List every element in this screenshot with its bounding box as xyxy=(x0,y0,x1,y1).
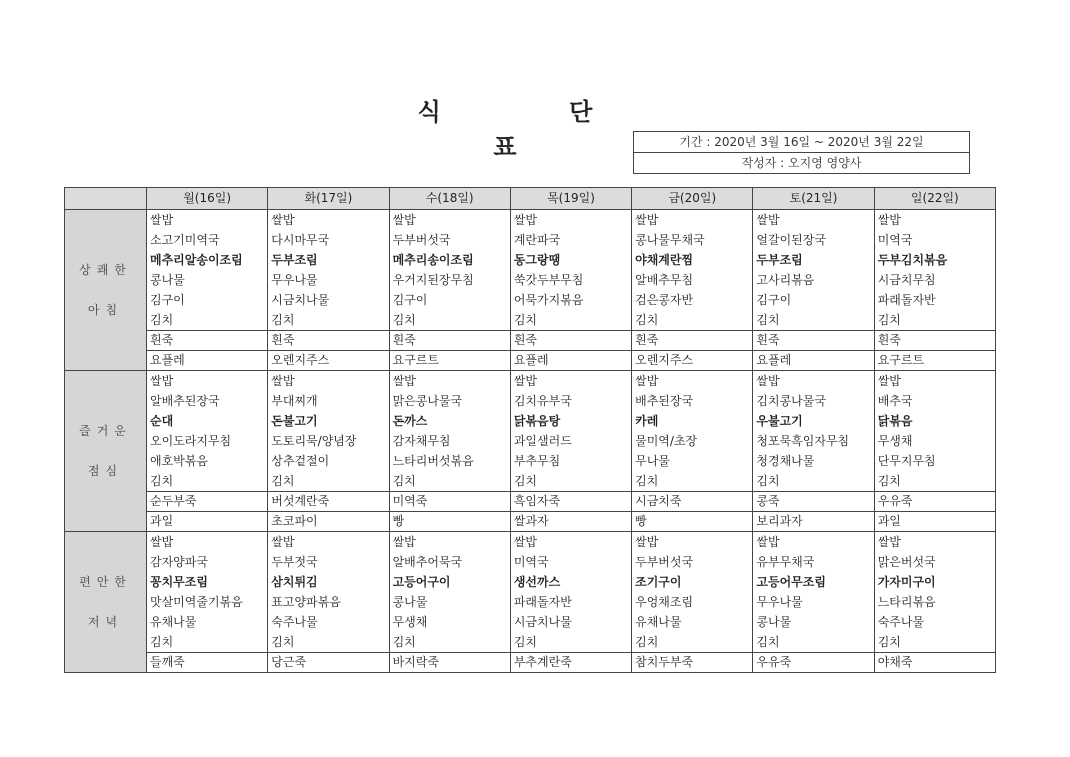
menu-item: 쌀밥 xyxy=(635,213,659,227)
extra-item: 우유죽 xyxy=(874,492,995,512)
menu-item: 쌀밥 xyxy=(756,374,780,388)
extra-item: 흰죽 xyxy=(389,331,510,351)
menu-cell xyxy=(389,532,510,653)
menu-item: 김치 xyxy=(877,313,901,327)
menu-item: 쌀밥 xyxy=(271,374,295,388)
extra-item: 오렌지주스 xyxy=(632,351,753,371)
extra-item: 빵 xyxy=(632,512,753,532)
menu-item: 쌀밥 xyxy=(150,213,174,227)
menu-item: 쌀밥 xyxy=(756,535,780,549)
extra-item: 보리과자 xyxy=(753,512,874,532)
extra-item: 오렌지주스 xyxy=(268,351,389,371)
menu-item: 무우나물 xyxy=(271,273,318,287)
menu-item: 맑은버섯국 xyxy=(877,555,936,569)
main-dish: 삼치튀김 xyxy=(271,575,318,589)
menu-item: 김치 xyxy=(271,635,295,649)
day-header: 화(17일) xyxy=(268,188,389,210)
extra-item: 버섯계란죽 xyxy=(268,492,389,512)
header-row xyxy=(65,188,996,210)
menu-item: 쌀밥 xyxy=(635,535,659,549)
meal-label-line: 저녁 xyxy=(87,615,124,629)
main-dish: 카레 xyxy=(635,414,659,428)
main-dish: 고등어무조림 xyxy=(756,575,826,589)
extra-item: 요구르트 xyxy=(874,351,995,371)
meal-extra-row xyxy=(65,331,996,351)
menu-item: 무우나물 xyxy=(756,595,803,609)
menu-item: 숙주나물 xyxy=(877,615,925,629)
main-dish: 야채계란찜 xyxy=(635,253,694,267)
menu-item: 무생채 xyxy=(877,434,913,448)
extra-item: 요구르트 xyxy=(389,351,510,371)
main-dish: 돈까스 xyxy=(392,414,428,428)
menu-item: 맑은콩나물국 xyxy=(392,394,463,408)
main-dish: 우불고기 xyxy=(756,414,803,428)
menu-cell xyxy=(510,210,631,331)
menu-item: 맛살미역줄기볶음 xyxy=(150,595,243,609)
meal-extra-row xyxy=(65,492,996,512)
menu-item: 무나물 xyxy=(635,454,670,468)
menu-item: 김치 xyxy=(756,474,780,488)
menu-item: 쌀밥 xyxy=(513,374,538,388)
menu-item: 감자채무침 xyxy=(392,434,451,448)
menu-item: 얼갈이된장국 xyxy=(756,233,826,247)
menu-cell xyxy=(632,371,753,492)
main-dish: 닭볶음 xyxy=(877,414,913,428)
meal-main-row xyxy=(65,371,996,492)
meal-label xyxy=(65,371,147,532)
menu-item: 김치 xyxy=(513,474,538,488)
main-dish: 두부조림 xyxy=(756,253,803,267)
extra-item: 초코파이 xyxy=(268,512,389,532)
menu-item: 단무지무침 xyxy=(877,454,936,468)
meal-label xyxy=(65,210,147,371)
menu-item: 쌀밥 xyxy=(635,374,659,388)
extra-item: 흰죽 xyxy=(510,331,631,351)
menu-cell xyxy=(147,210,268,331)
extra-item: 순두부죽 xyxy=(147,492,268,512)
extra-item: 당근죽 xyxy=(268,653,389,673)
menu-cell xyxy=(510,371,631,492)
menu-item: 쌀밥 xyxy=(271,213,295,227)
meal-label-line: 즐거운 xyxy=(79,424,132,438)
menu-item: 김구이 xyxy=(392,293,428,307)
menu-item: 콩나물 xyxy=(392,595,428,609)
meal-main-row xyxy=(65,532,996,653)
day-header: 토(21일) xyxy=(753,188,874,210)
menu-item: 콩나물무채국 xyxy=(635,233,705,247)
main-dish: 두부김치볶음 xyxy=(877,253,948,267)
extra-item: 바지락죽 xyxy=(389,653,510,673)
menu-item: 두부버섯국 xyxy=(392,233,451,247)
menu-item: 쌀밥 xyxy=(877,213,901,227)
meal-label-line: 점심 xyxy=(87,464,124,478)
menu-item: 표고양파볶음 xyxy=(271,595,341,609)
day-header: 금(20일) xyxy=(632,188,753,210)
menu-item: 쌀밥 xyxy=(150,374,174,388)
menu-item: 청포묵흑임자무침 xyxy=(756,434,850,448)
menu-item: 애호박볶음 xyxy=(150,454,208,468)
main-dish: 메추리알송이조림 xyxy=(150,253,243,267)
menu-item: 시금치나물 xyxy=(271,293,330,307)
menu-item: 물미역/초장 xyxy=(635,434,698,448)
menu-item: 부추무침 xyxy=(513,454,561,468)
menu-cell xyxy=(874,210,995,331)
menu-item: 느타리버섯볶음 xyxy=(392,454,474,468)
meal-label-line: 아침 xyxy=(87,303,124,317)
menu-cell xyxy=(147,532,268,653)
menu-item: 알배추된장국 xyxy=(150,394,220,408)
extra-item: 요플레 xyxy=(510,351,631,371)
main-dish: 닭볶음탕 xyxy=(513,414,561,428)
menu-cell xyxy=(389,210,510,331)
menu-item: 다시마무국 xyxy=(271,233,330,247)
menu-item: 김구이 xyxy=(756,293,792,307)
menu-item: 콩나물 xyxy=(756,615,792,629)
extra-item: 콩죽 xyxy=(753,492,874,512)
menu-item: 파래돌자반 xyxy=(877,293,936,307)
menu-item: 김치 xyxy=(877,635,901,649)
menu-item: 김치 xyxy=(877,474,901,488)
menu-item: 청경채나물 xyxy=(756,454,815,468)
menu-item: 미역국 xyxy=(513,555,549,569)
corner-cell xyxy=(65,188,147,210)
extra-item: 흰죽 xyxy=(874,331,995,351)
meal-extra-row xyxy=(65,653,996,673)
main-dish: 가자미구이 xyxy=(877,575,936,589)
menu-item: 배추국 xyxy=(877,394,913,408)
menu-item: 쌀밥 xyxy=(392,374,416,388)
menu-item: 콩나물 xyxy=(150,273,185,287)
menu-item: 유채나물 xyxy=(150,615,197,629)
menu-item: 김치 xyxy=(513,635,538,649)
day-header: 일(22일) xyxy=(874,188,995,210)
extra-item: 쌀과자 xyxy=(510,512,631,532)
menu-item: 쌀밥 xyxy=(756,213,780,227)
meal-extra-row xyxy=(65,351,996,371)
menu-item: 김치 xyxy=(150,635,174,649)
author-text: 작성자 : 오지영 영양사 xyxy=(634,152,969,173)
main-dish: 순대 xyxy=(150,414,174,428)
extra-item: 야채죽 xyxy=(874,653,995,673)
day-header: 월(16일) xyxy=(147,188,268,210)
day-header: 목(19일) xyxy=(510,188,631,210)
period-text: 기간 : 2020년 3월 16일 ~ 2020년 3월 22일 xyxy=(679,135,924,149)
menu-cell xyxy=(753,210,874,331)
menu-cell xyxy=(389,371,510,492)
menu-item: 감자양파국 xyxy=(150,555,208,569)
menu-item: 두부버섯국 xyxy=(635,555,694,569)
extra-item: 시금치죽 xyxy=(632,492,753,512)
main-dish: 메추리송이조림 xyxy=(392,253,474,267)
menu-item: 김치 xyxy=(150,474,174,488)
menu-item: 알배추어묵국 xyxy=(392,555,463,569)
meal-table xyxy=(64,187,996,673)
menu-item: 두부젓국 xyxy=(271,555,318,569)
menu-item: 김치콩나물국 xyxy=(756,394,826,408)
extra-item: 과일 xyxy=(147,512,268,532)
extra-item: 흰죽 xyxy=(632,331,753,351)
menu-item: 김치 xyxy=(392,313,416,327)
menu-cell xyxy=(753,532,874,653)
main-dish: 두부조림 xyxy=(271,253,318,267)
menu-item: 김치 xyxy=(271,474,295,488)
menu-item: 부대찌개 xyxy=(271,394,318,408)
extra-item: 요플레 xyxy=(147,351,268,371)
main-dish: 조기구이 xyxy=(635,575,682,589)
menu-cell xyxy=(268,532,389,653)
extra-item: 미역죽 xyxy=(389,492,510,512)
extra-item: 우유죽 xyxy=(753,653,874,673)
menu-item: 계란파국 xyxy=(513,233,561,247)
menu-item: 검은콩자반 xyxy=(635,293,694,307)
menu-item: 숙주나물 xyxy=(271,615,318,629)
menu-item: 배추된장국 xyxy=(635,394,694,408)
menu-item: 상추겉절이 xyxy=(271,454,330,468)
menu-cell xyxy=(510,532,631,653)
menu-item: 김치 xyxy=(635,635,659,649)
menu-item: 우거지된장무침 xyxy=(392,273,474,287)
meal-label xyxy=(65,532,147,673)
menu-item: 쌀밥 xyxy=(877,535,901,549)
main-dish: 고등어구이 xyxy=(392,575,451,589)
extra-item: 빵 xyxy=(389,512,510,532)
menu-item: 파래돌자반 xyxy=(513,595,572,609)
menu-item: 김치 xyxy=(392,474,416,488)
menu-item: 쌀밥 xyxy=(513,213,538,227)
menu-cell xyxy=(268,371,389,492)
meal-main-row xyxy=(65,210,996,331)
menu-item: 알배추무침 xyxy=(635,273,694,287)
extra-item: 흰죽 xyxy=(147,331,268,351)
menu-item: 시금치무침 xyxy=(877,273,936,287)
extra-item: 흰죽 xyxy=(753,331,874,351)
menu-item: 김치 xyxy=(635,313,659,327)
menu-item: 김치 xyxy=(756,635,780,649)
menu-item: 소고기미역국 xyxy=(150,233,220,247)
meal-label-line: 편안한 xyxy=(79,575,132,589)
extra-item: 참치두부죽 xyxy=(632,653,753,673)
day-header: 수(18일) xyxy=(389,188,510,210)
extra-item: 들깨죽 xyxy=(147,653,268,673)
menu-item: 도토리묵/양념장 xyxy=(271,434,357,448)
menu-cell xyxy=(268,210,389,331)
extra-item: 부추계란죽 xyxy=(510,653,631,673)
menu-item: 느타리볶음 xyxy=(877,595,936,609)
extra-item: 요플레 xyxy=(753,351,874,371)
menu-item: 쌀밥 xyxy=(271,535,295,549)
menu-cell xyxy=(147,371,268,492)
menu-cell xyxy=(753,371,874,492)
extra-item: 흑임자죽 xyxy=(510,492,631,512)
menu-item: 어묵가지볶음 xyxy=(513,293,584,307)
menu-item: 김치 xyxy=(271,313,295,327)
menu-item: 쌀밥 xyxy=(150,535,174,549)
menu-item: 우엉채조림 xyxy=(635,595,694,609)
page-title: 식 단 표 xyxy=(417,98,653,161)
menu-cell xyxy=(874,371,995,492)
menu-item: 무생채 xyxy=(392,615,428,629)
menu-item: 쌀밥 xyxy=(392,535,416,549)
menu-item: 과일샐러드 xyxy=(513,434,572,448)
menu-cell xyxy=(632,210,753,331)
main-dish: 생선까스 xyxy=(513,575,561,589)
meal-extra-row xyxy=(65,512,996,532)
menu-cell xyxy=(632,532,753,653)
menu-item: 김치 xyxy=(635,474,659,488)
menu-item: 유부무채국 xyxy=(756,555,815,569)
main-dish: 꽁치무조림 xyxy=(150,575,208,589)
menu-item: 김치 xyxy=(392,635,416,649)
menu-item: 쌀밥 xyxy=(392,213,416,227)
menu-item: 김치 xyxy=(150,313,174,327)
meal-label-line: 상쾌한 xyxy=(79,263,132,277)
menu-item: 고사리볶음 xyxy=(756,273,815,287)
menu-item: 쑥갓두부무침 xyxy=(513,273,584,287)
menu-item: 유채나물 xyxy=(635,615,682,629)
menu-item: 미역국 xyxy=(877,233,913,247)
menu-cell xyxy=(874,532,995,653)
extra-item: 과일 xyxy=(874,512,995,532)
menu-item: 김치 xyxy=(756,313,780,327)
menu-item: 오이도라지무침 xyxy=(150,434,232,448)
main-dish: 동그랑땡 xyxy=(513,253,561,267)
menu-item: 김구이 xyxy=(150,293,185,307)
menu-item: 쌀밥 xyxy=(513,535,538,549)
menu-item: 쌀밥 xyxy=(877,374,901,388)
extra-item: 흰죽 xyxy=(268,331,389,351)
menu-item: 김치유부국 xyxy=(513,394,572,408)
info-box xyxy=(633,131,970,174)
menu-item: 시금치나물 xyxy=(513,615,572,629)
main-dish: 돈불고기 xyxy=(271,414,318,428)
menu-item: 김치 xyxy=(513,313,538,327)
